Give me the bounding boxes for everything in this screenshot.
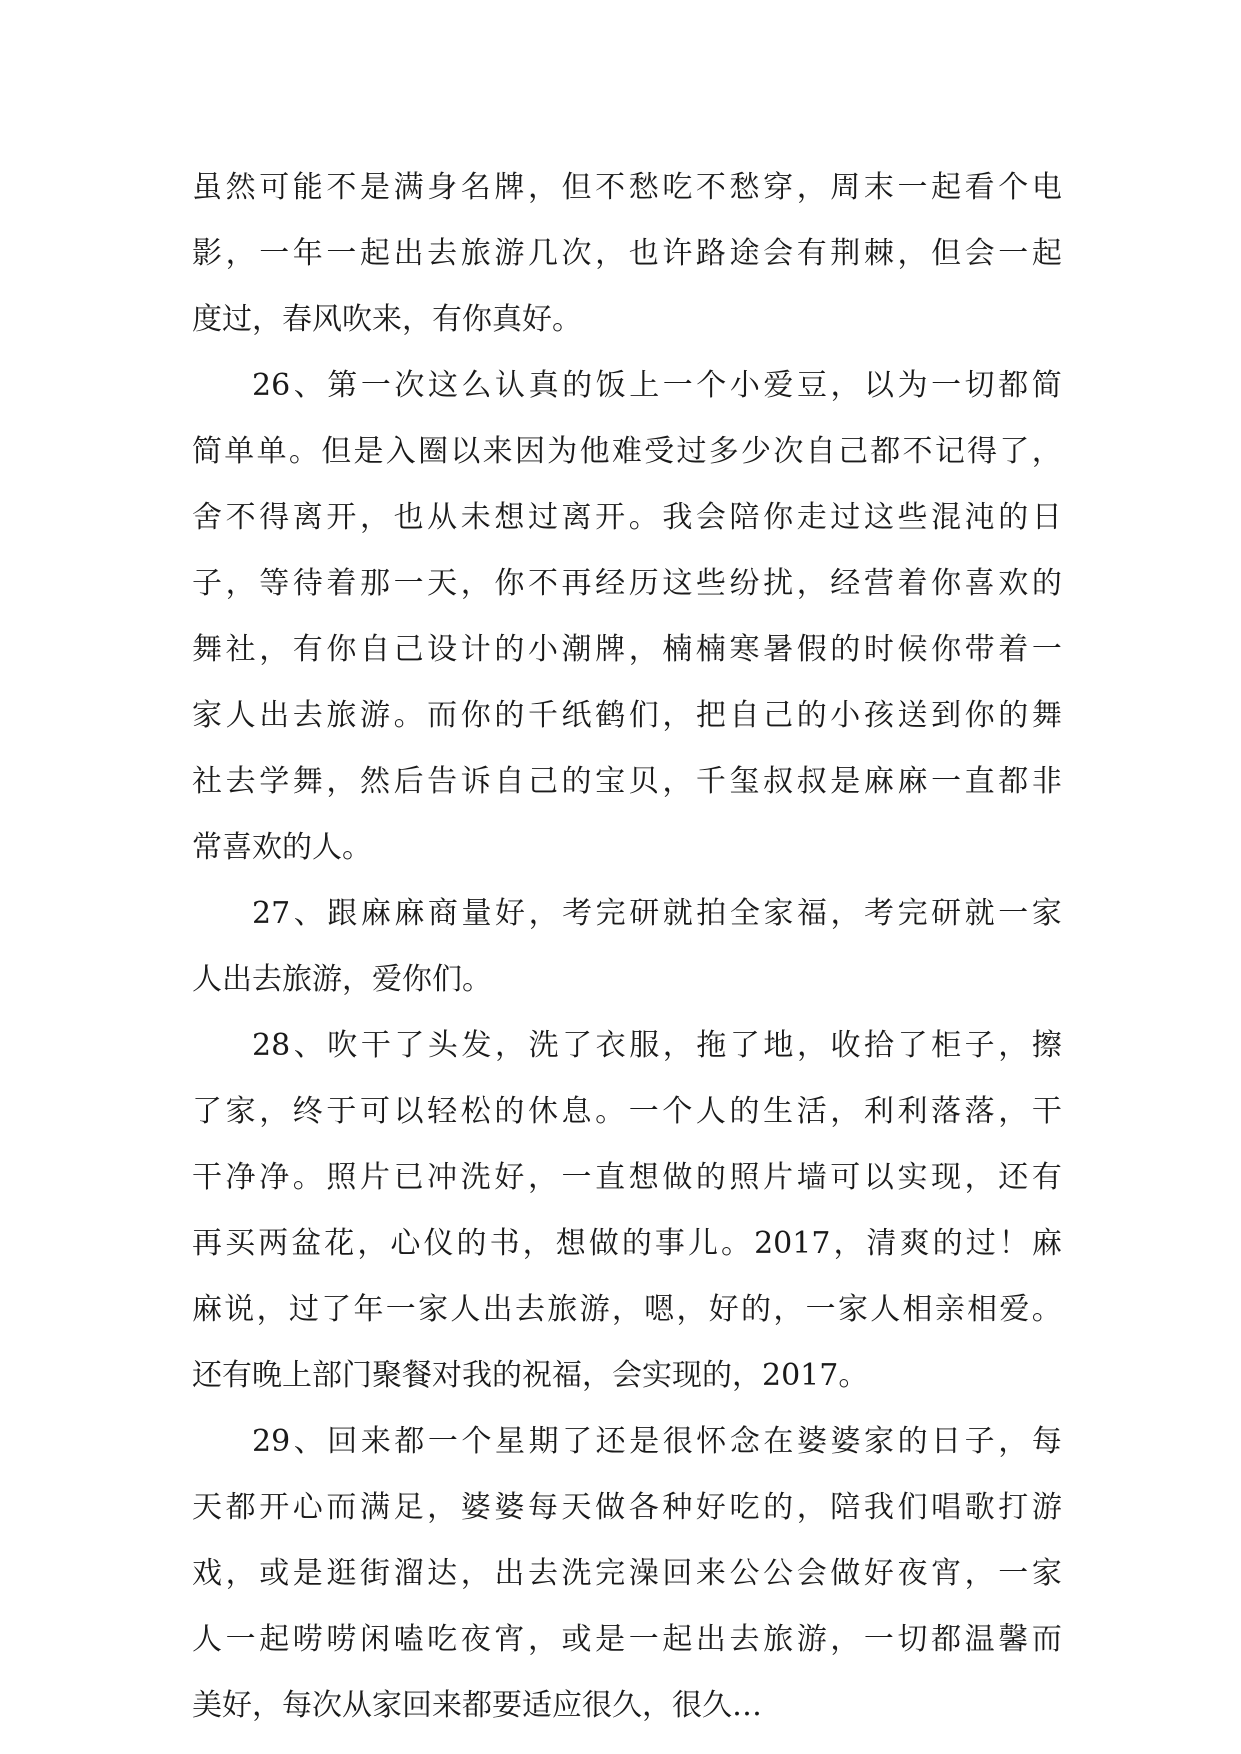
text-line: 美好，每次从家回来都要适应很久，很久… <box>192 1688 762 1723</box>
text-line: 还有晚上部门聚餐对我的祝福，会实现的，2017。 <box>192 1358 869 1393</box>
text-line: 度过，春风吹来，有你真好。 <box>192 302 582 337</box>
text-line: 26 、 第 一 次 这 么 认 真 的 饭 上 一 个 小 爱 豆 ， 以 为 一 切 都 简 <box>252 368 1062 403</box>
text-line: 戏 ， 或 是 逛 街 溜 达 ， 出 去 洗 完 澡 回 来 公 公 会 做 好 夜 宵 ， 一 家 <box>192 1556 1062 1591</box>
text-line: 家 人 出 去 旅 游 。 而 你 的 千 纸 鹤 们 ， 把 自 己 的 小 孩 送 到 你 的 舞 <box>192 698 1062 733</box>
text-line: 影 ， 一 年 一 起 出 去 旅 游 几 次 ， 也 许 路 途 会 有 荆 棘 ， 但 会 一 起 <box>192 236 1062 271</box>
text-line: 常喜欢的人。 <box>192 830 372 865</box>
text-line: 子 ， 等 待 着 那 一 天 ， 你 不 再 经 历 这 些 纷 扰 ， 经 营 着 你 喜 欢 的 <box>192 566 1062 601</box>
text-line: 干 净 净 。 照 片 已 冲 洗 好 ， 一 直 想 做 的 照 片 墙 可 以 实 现 ， 还 有 <box>192 1160 1062 1195</box>
text-line: 人 一 起 唠 唠 闲 嗑 吃 夜 宵 ， 或 是 一 起 出 去 旅 游 ， 一 切 都 温 馨 而 <box>192 1622 1062 1657</box>
text-line: 再 买 两 盆 花 ， 心 仪 的 书 ， 想 做 的 事 儿 。 2017 ， 清 爽 的 过 ！ 麻 <box>192 1226 1062 1261</box>
text-line: 麻 说 ， 过 了 年 一 家 人 出 去 旅 游 ， 嗯 ， 好 的 ， 一 家 人 相 亲 相 爱 。 <box>192 1292 1062 1327</box>
document-page <box>192 155 1062 1739</box>
text-line: 天 都 开 心 而 满 足 ， 婆 婆 每 天 做 各 种 好 吃 的 ， 陪 我 们 唱 歌 打 游 <box>192 1490 1062 1525</box>
text-line: 舞 社 ， 有 你 自 己 设 计 的 小 潮 牌 ， 楠 楠 寒 暑 假 的 时 候 你 带 着 一 <box>192 632 1062 667</box>
text-line: 29 、 回 来 都 一 个 星 期 了 还 是 很 怀 念 在 婆 婆 家 的 日 子 ， 每 <box>252 1424 1062 1459</box>
text-line: 了 家 ， 终 于 可 以 轻 松 的 休 息 。 一 个 人 的 生 活 ， 利 利 落 落 ， 干 <box>192 1094 1062 1129</box>
text-line: 简 单 单 。 但 是 入 圈 以 来 因 为 他 难 受 过 多 少 次 自 己 都 不 记 得 了 ， <box>192 434 1062 469</box>
text-line: 虽 然 可 能 不 是 满 身 名 牌 ， 但 不 愁 吃 不 愁 穿 ， 周 末 一 起 看 个 电 <box>192 170 1062 205</box>
text-line: 人出去旅游，爱你们。 <box>192 962 492 997</box>
text-line: 社 去 学 舞 ， 然 后 告 诉 自 己 的 宝 贝 ， 千 玺 叔 叔 是 麻 麻 一 直 都 非 <box>192 764 1062 799</box>
text-line: 27 、 跟 麻 麻 商 量 好 ， 考 完 研 就 拍 全 家 福 ， 考 完 研 就 一 家 <box>252 896 1062 931</box>
text-line: 28 、 吹 干 了 头 发 ， 洗 了 衣 服 ， 拖 了 地 ， 收 拾 了 柜 子 ， 擦 <box>252 1028 1062 1063</box>
text-line: 舍 不 得 离 开 ， 也 从 未 想 过 离 开 。 我 会 陪 你 走 过 这 些 混 沌 的 日 <box>192 500 1062 535</box>
